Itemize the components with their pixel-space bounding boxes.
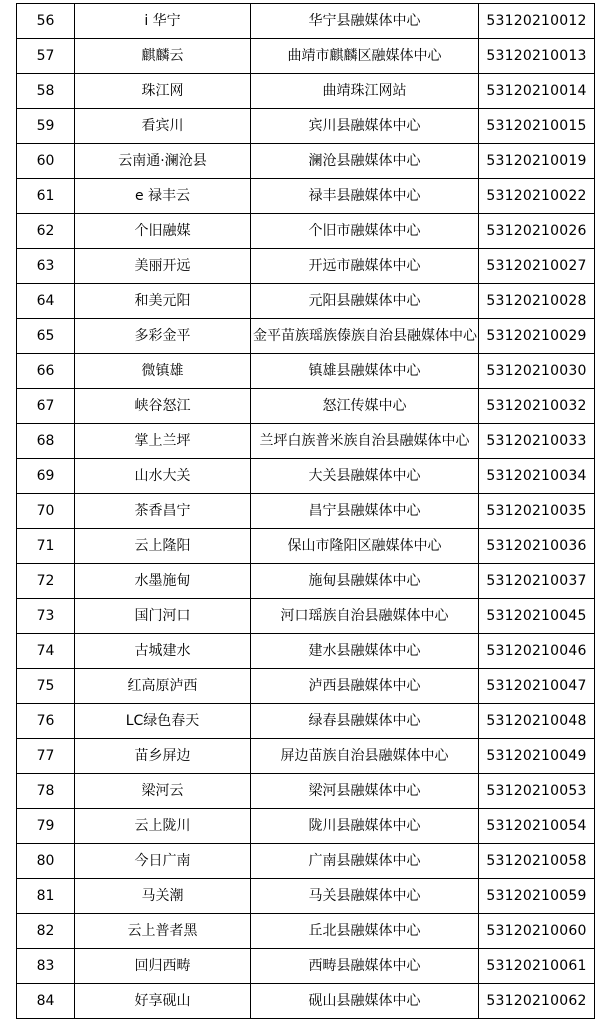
cell-index: 83	[17, 949, 75, 984]
cell-index: 58	[17, 74, 75, 109]
cell-index: 80	[17, 844, 75, 879]
cell-index: 56	[17, 4, 75, 39]
table-row	[17, 844, 595, 879]
cell-organization: 陇川县融媒体中心	[251, 809, 479, 844]
table-row	[17, 494, 595, 529]
cell-name: 峡谷怒江	[75, 389, 251, 424]
cell-name: LC绿色春天	[75, 704, 251, 739]
cell-code: 53120210013	[479, 39, 595, 74]
table-row	[17, 284, 595, 319]
cell-organization: 施甸县融媒体中心	[251, 564, 479, 599]
table-row	[17, 214, 595, 249]
cell-name: 茶香昌宁	[75, 494, 251, 529]
cell-code: 53120210012	[479, 4, 595, 39]
table-row	[17, 984, 595, 1019]
cell-index: 82	[17, 914, 75, 949]
cell-organization: 马关县融媒体中心	[251, 879, 479, 914]
table-row	[17, 319, 595, 354]
table-row	[17, 564, 595, 599]
table-row	[17, 109, 595, 144]
cell-organization: 个旧市融媒体中心	[251, 214, 479, 249]
table-row	[17, 914, 595, 949]
table-row	[17, 389, 595, 424]
cell-code: 53120210015	[479, 109, 595, 144]
table-row	[17, 809, 595, 844]
cell-name: 梁河云	[75, 774, 251, 809]
table-row	[17, 774, 595, 809]
cell-name: 云上陇川	[75, 809, 251, 844]
cell-organization: 澜沧县融媒体中心	[251, 144, 479, 179]
cell-name: 微镇雄	[75, 354, 251, 389]
cell-index: 71	[17, 529, 75, 564]
cell-code: 53120210033	[479, 424, 595, 459]
cell-organization: 丘北县融媒体中心	[251, 914, 479, 949]
table-row	[17, 144, 595, 179]
cell-name: 麒麟云	[75, 39, 251, 74]
cell-index: 67	[17, 389, 75, 424]
cell-index: 60	[17, 144, 75, 179]
cell-organization: 华宁县融媒体中心	[251, 4, 479, 39]
cell-organization: 西畴县融媒体中心	[251, 949, 479, 984]
cell-organization: 建水县融媒体中心	[251, 634, 479, 669]
cell-name: 红高原泸西	[75, 669, 251, 704]
cell-name: 山水大关	[75, 459, 251, 494]
cell-index: 76	[17, 704, 75, 739]
cell-organization: 保山市隆阳区融媒体中心	[251, 529, 479, 564]
cell-index: 74	[17, 634, 75, 669]
cell-index: 62	[17, 214, 75, 249]
cell-code: 53120210062	[479, 984, 595, 1019]
cell-code: 53120210014	[479, 74, 595, 109]
cell-organization: 砚山县融媒体中心	[251, 984, 479, 1019]
cell-index: 81	[17, 879, 75, 914]
cell-code: 53120210060	[479, 914, 595, 949]
table-row	[17, 459, 595, 494]
cell-code: 53120210036	[479, 529, 595, 564]
cell-name: 珠江网	[75, 74, 251, 109]
cell-organization: 禄丰县融媒体中心	[251, 179, 479, 214]
cell-code: 53120210030	[479, 354, 595, 389]
cell-code: 53120210029	[479, 319, 595, 354]
cell-organization: 兰坪白族普米族自治县融媒体中心	[251, 424, 479, 459]
cell-code: 53120210032	[479, 389, 595, 424]
cell-organization: 镇雄县融媒体中心	[251, 354, 479, 389]
cell-name: 云南通·澜沧县	[75, 144, 251, 179]
cell-index: 63	[17, 249, 75, 284]
cell-index: 66	[17, 354, 75, 389]
cell-name: 好享砚山	[75, 984, 251, 1019]
cell-name: 云上隆阳	[75, 529, 251, 564]
cell-index: 64	[17, 284, 75, 319]
table-row	[17, 634, 595, 669]
cell-name: 苗乡屏边	[75, 739, 251, 774]
cell-index: 78	[17, 774, 75, 809]
cell-index: 70	[17, 494, 75, 529]
cell-index: 69	[17, 459, 75, 494]
cell-name: 古城建水	[75, 634, 251, 669]
cell-organization: 大关县融媒体中心	[251, 459, 479, 494]
table-row	[17, 39, 595, 74]
cell-name: 个旧融媒	[75, 214, 251, 249]
cell-code: 53120210047	[479, 669, 595, 704]
cell-name: 多彩金平	[75, 319, 251, 354]
cell-name: i 华宁	[75, 4, 251, 39]
cell-code: 53120210048	[479, 704, 595, 739]
cell-index: 68	[17, 424, 75, 459]
table-row	[17, 74, 595, 109]
table-row	[17, 949, 595, 984]
cell-index: 59	[17, 109, 75, 144]
cell-name: 看宾川	[75, 109, 251, 144]
cell-name: 掌上兰坪	[75, 424, 251, 459]
cell-code: 53120210046	[479, 634, 595, 669]
cell-index: 61	[17, 179, 75, 214]
cell-organization: 金平苗族瑶族傣族自治县融媒体中心	[251, 319, 479, 354]
document-page	[0, 3, 610, 1009]
cell-organization: 屏边苗族自治县融媒体中心	[251, 739, 479, 774]
cell-code: 53120210019	[479, 144, 595, 179]
cell-organization: 泸西县融媒体中心	[251, 669, 479, 704]
cell-code: 53120210022	[479, 179, 595, 214]
table-row	[17, 4, 595, 39]
cell-code: 53120210035	[479, 494, 595, 529]
cell-code: 53120210059	[479, 879, 595, 914]
table-row	[17, 739, 595, 774]
cell-code: 53120210049	[479, 739, 595, 774]
cell-name: 马关潮	[75, 879, 251, 914]
cell-code: 53120210058	[479, 844, 595, 879]
cell-index: 79	[17, 809, 75, 844]
cell-index: 65	[17, 319, 75, 354]
table-row	[17, 424, 595, 459]
cell-code: 53120210037	[479, 564, 595, 599]
cell-name: 美丽开远	[75, 249, 251, 284]
cell-name: e 禄丰云	[75, 179, 251, 214]
cell-name: 云上普者黑	[75, 914, 251, 949]
cell-name: 今日广南	[75, 844, 251, 879]
table-row	[17, 354, 595, 389]
cell-name: 和美元阳	[75, 284, 251, 319]
cell-index: 84	[17, 984, 75, 1019]
registry-table	[16, 3, 595, 1019]
cell-code: 53120210045	[479, 599, 595, 634]
cell-organization: 广南县融媒体中心	[251, 844, 479, 879]
cell-organization: 昌宁县融媒体中心	[251, 494, 479, 529]
cell-organization: 曲靖市麒麟区融媒体中心	[251, 39, 479, 74]
cell-organization: 曲靖珠江网站	[251, 74, 479, 109]
cell-organization: 梁河县融媒体中心	[251, 774, 479, 809]
cell-organization: 开远市融媒体中心	[251, 249, 479, 284]
cell-code: 53120210026	[479, 214, 595, 249]
cell-code: 53120210061	[479, 949, 595, 984]
cell-index: 57	[17, 39, 75, 74]
cell-name: 水墨施甸	[75, 564, 251, 599]
cell-code: 53120210027	[479, 249, 595, 284]
cell-organization: 绿春县融媒体中心	[251, 704, 479, 739]
cell-index: 75	[17, 669, 75, 704]
table-row	[17, 704, 595, 739]
cell-organization: 怒江传媒中心	[251, 389, 479, 424]
cell-organization: 宾川县融媒体中心	[251, 109, 479, 144]
cell-index: 72	[17, 564, 75, 599]
cell-index: 73	[17, 599, 75, 634]
table-row	[17, 529, 595, 564]
cell-code: 53120210053	[479, 774, 595, 809]
cell-code: 53120210034	[479, 459, 595, 494]
table-row	[17, 179, 595, 214]
table-row	[17, 599, 595, 634]
cell-code: 53120210054	[479, 809, 595, 844]
cell-name: 国门河口	[75, 599, 251, 634]
cell-organization: 元阳县融媒体中心	[251, 284, 479, 319]
table-body	[17, 4, 595, 1019]
table-row	[17, 669, 595, 704]
cell-index: 77	[17, 739, 75, 774]
cell-name: 回归西畴	[75, 949, 251, 984]
table-row	[17, 249, 595, 284]
cell-code: 53120210028	[479, 284, 595, 319]
table-row	[17, 879, 595, 914]
cell-organization: 河口瑶族自治县融媒体中心	[251, 599, 479, 634]
